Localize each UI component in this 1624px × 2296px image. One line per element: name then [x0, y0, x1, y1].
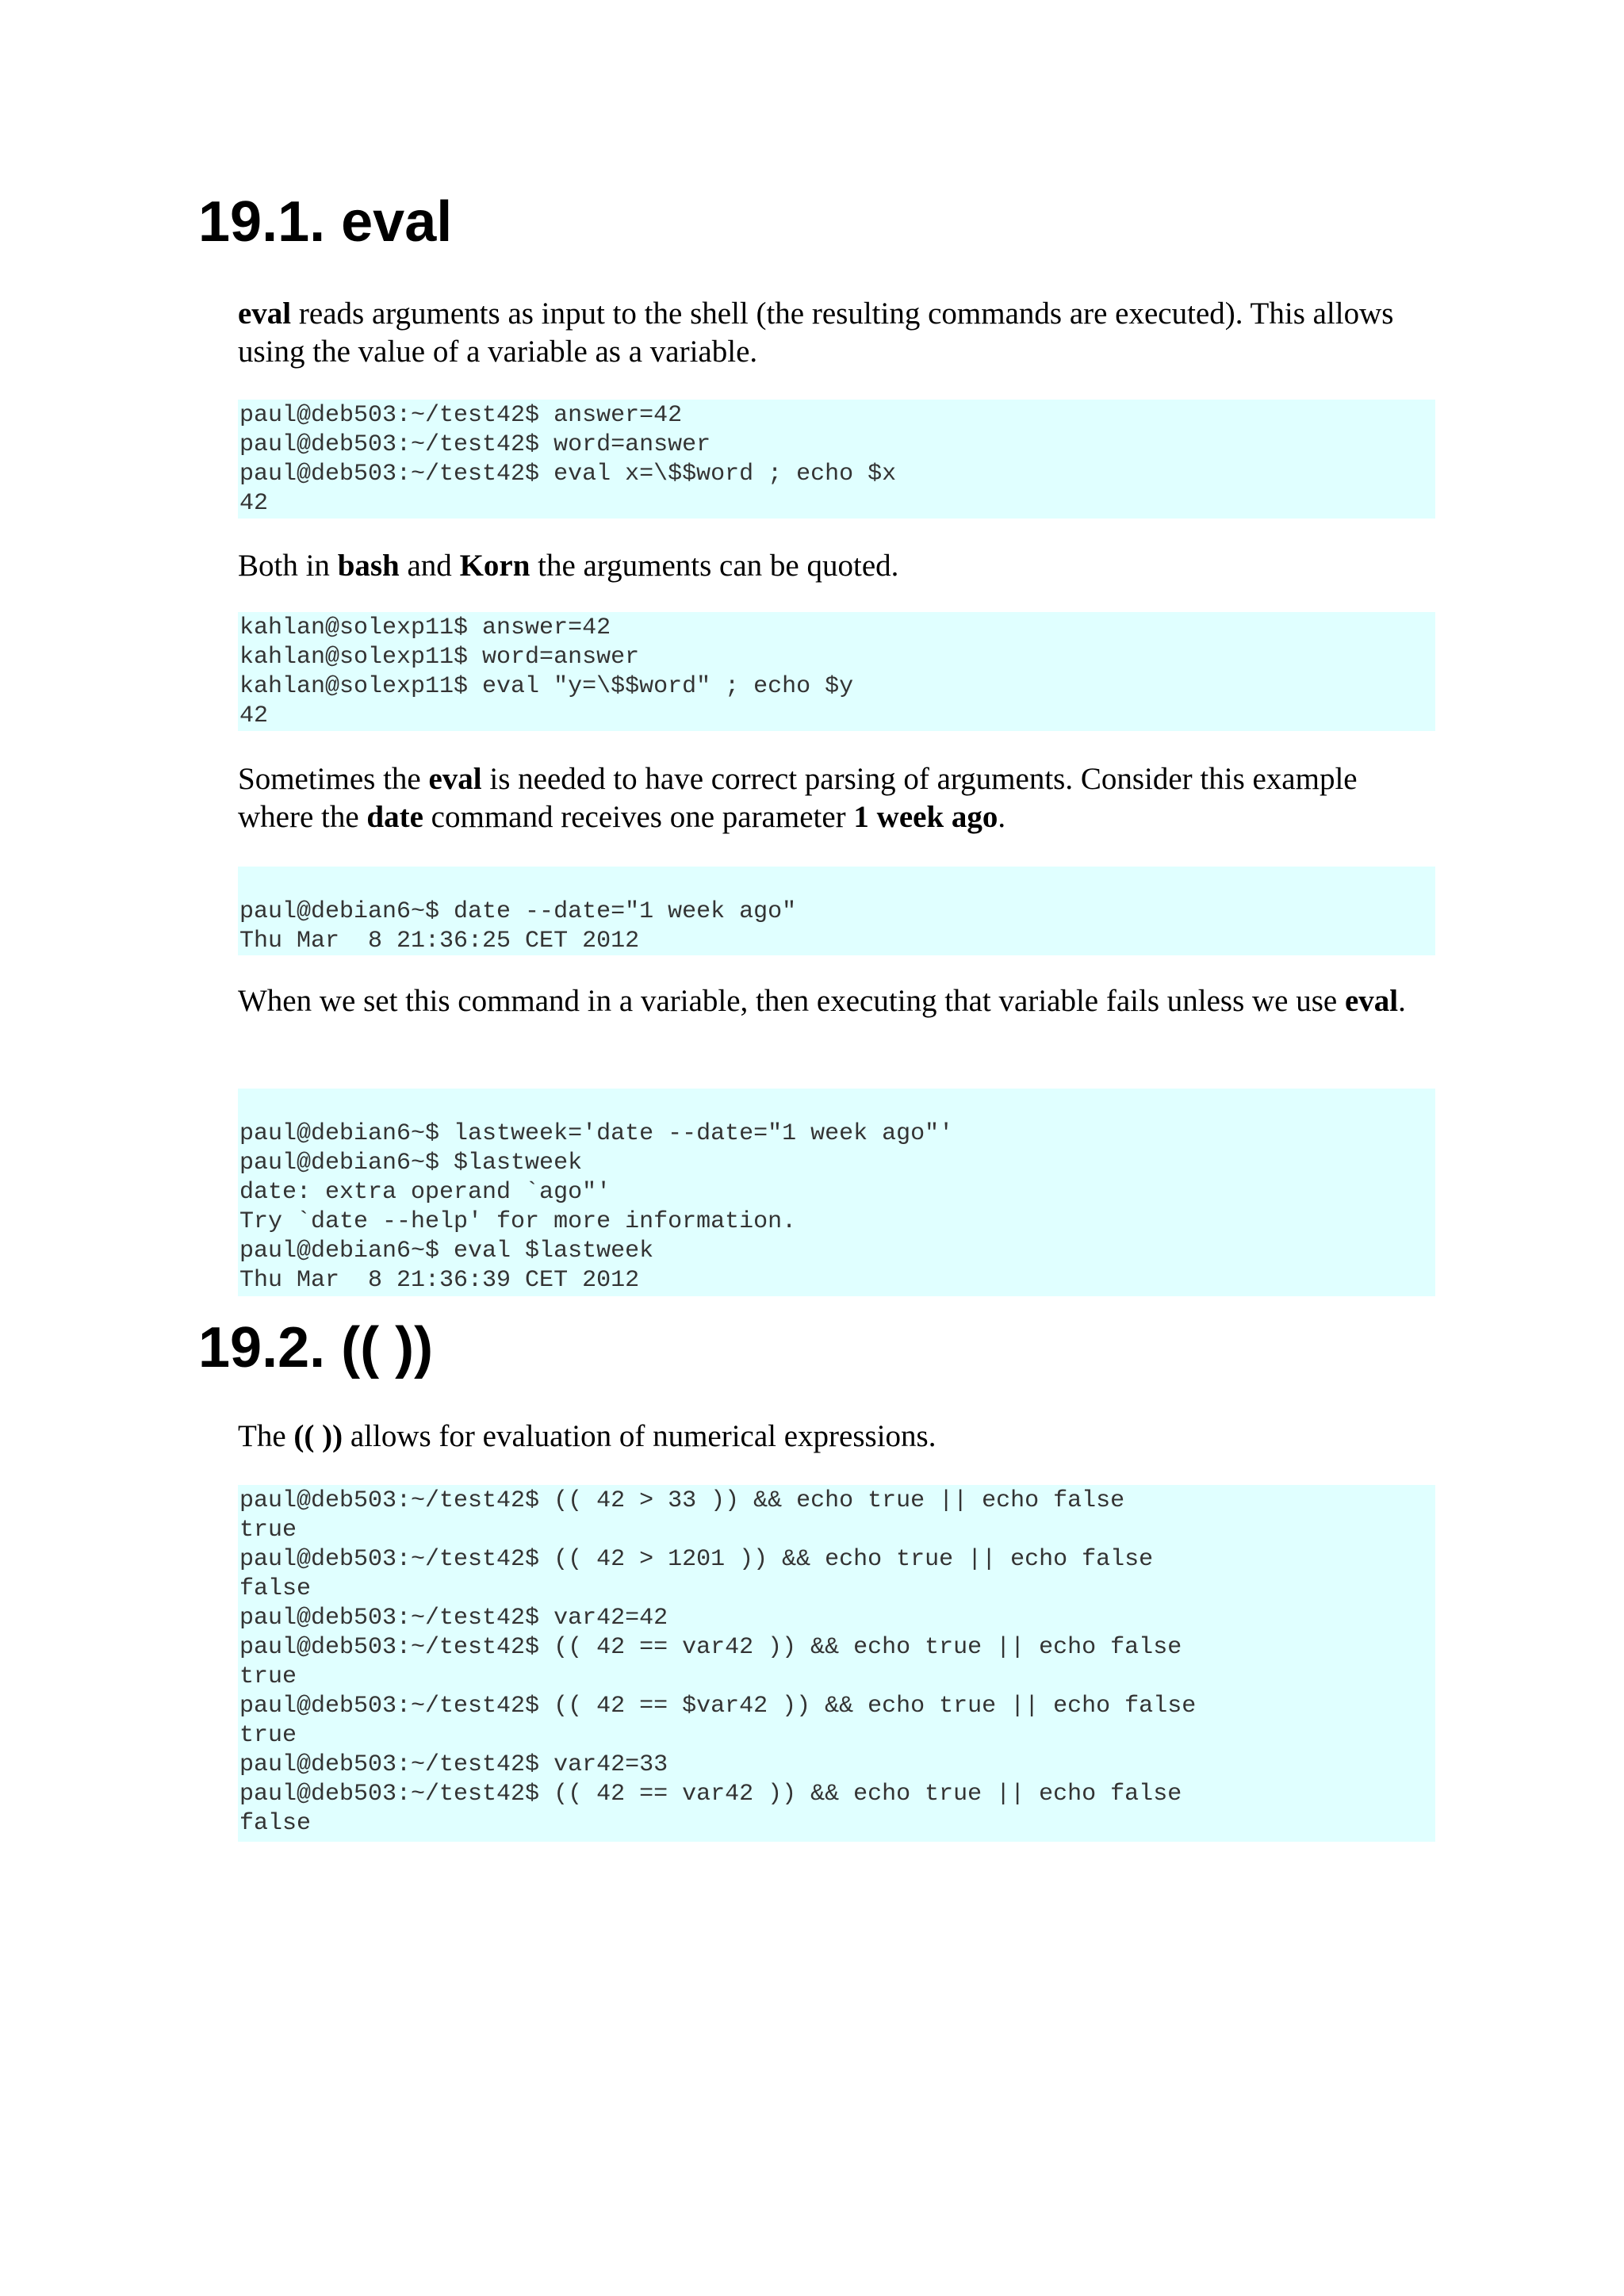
code-line: Try `date --help' for more information.	[239, 1208, 797, 1235]
code-line: paul@deb503:~/test42$ eval x=\$$word ; echo $x	[239, 461, 897, 488]
code-line: paul@deb503:~/test42$ var42=33	[239, 1751, 668, 1778]
code-line: paul@debian6~$ lastweek='date --date="1 week ago"'	[239, 1120, 954, 1147]
code-line: true	[239, 1722, 297, 1749]
section-heading-eval: 19.1. eval	[198, 190, 453, 254]
code-line: paul@deb503:~/test42$ word=answer	[239, 431, 711, 458]
code-line	[239, 1090, 1435, 1119]
code-line: 42	[239, 490, 269, 517]
code-line: paul@deb503:~/test42$ (( 42 == var42 )) && echo true || echo false	[239, 1634, 1182, 1661]
code-block-eval-3	[238, 867, 1435, 955]
code-line: kahlan@solexp11$ answer=42	[239, 614, 611, 641]
code-line: date: extra operand `ago"'	[239, 1179, 611, 1206]
code-block-eval-4	[238, 1089, 1435, 1296]
code-line: paul@deb503:~/test42$ (( 42 == $var42 )) && echo true || echo false	[239, 1693, 1197, 1720]
code-line: Thu Mar 8 21:36:25 CET 2012	[239, 928, 640, 955]
code-line: paul@deb503:~/test42$ (( 42 == var42 )) && echo true || echo false	[239, 1781, 1182, 1808]
code-line	[239, 868, 1435, 897]
code-block-eval-1	[238, 400, 1435, 519]
paragraph-eval-parsing: Sometimes the eval is needed to have correct parsing of arguments. Consider this example where the date command receives one parameter 1 week ago.	[238, 762, 1358, 834]
code-line: paul@debian6~$ date --date="1 week ago"	[239, 898, 797, 925]
code-line: kahlan@solexp11$ eval "y=\$$word" ; echo $y	[239, 673, 854, 700]
code-line: paul@deb503:~/test42$ (( 42 > 33 )) && echo true || echo false	[239, 1487, 1125, 1514]
code-line: Thu Mar 8 21:36:39 CET 2012	[239, 1267, 640, 1294]
code-line: false	[239, 1810, 312, 1837]
code-line: false	[239, 1575, 312, 1602]
code-line: paul@debian6~$ eval $lastweek	[239, 1238, 654, 1265]
paragraph-arithmetic-intro: The (( )) allows for evaluation of numerical expressions.	[238, 1419, 936, 1453]
paragraph-bash-korn: Both in bash and Korn the arguments can be quoted.	[238, 549, 899, 583]
code-line: paul@debian6~$ $lastweek	[239, 1150, 583, 1177]
code-line: paul@deb503:~/test42$ var42=42	[239, 1605, 668, 1632]
code-block-arithmetic	[238, 1485, 1435, 1842]
code-line: paul@deb503:~/test42$ (( 42 > 1201 )) && echo true || echo false	[239, 1546, 1154, 1573]
paragraph-variable-fails: When we set this command in a variable, then executing that variable fails unless we use eval.	[238, 984, 1406, 1018]
code-line: 42	[239, 702, 269, 729]
code-line: kahlan@solexp11$ word=answer	[239, 644, 640, 671]
section-heading-arithmetic: 19.2. (( ))	[198, 1316, 434, 1380]
code-block-eval-2	[238, 612, 1435, 731]
code-line: paul@deb503:~/test42$ answer=42	[239, 402, 683, 429]
code-line: true	[239, 1663, 297, 1690]
code-line: true	[239, 1517, 297, 1544]
paragraph-eval-intro: eval reads arguments as input to the shell (the resulting commands are executed). This allows using the value of a variable as a variable.	[238, 297, 1394, 369]
